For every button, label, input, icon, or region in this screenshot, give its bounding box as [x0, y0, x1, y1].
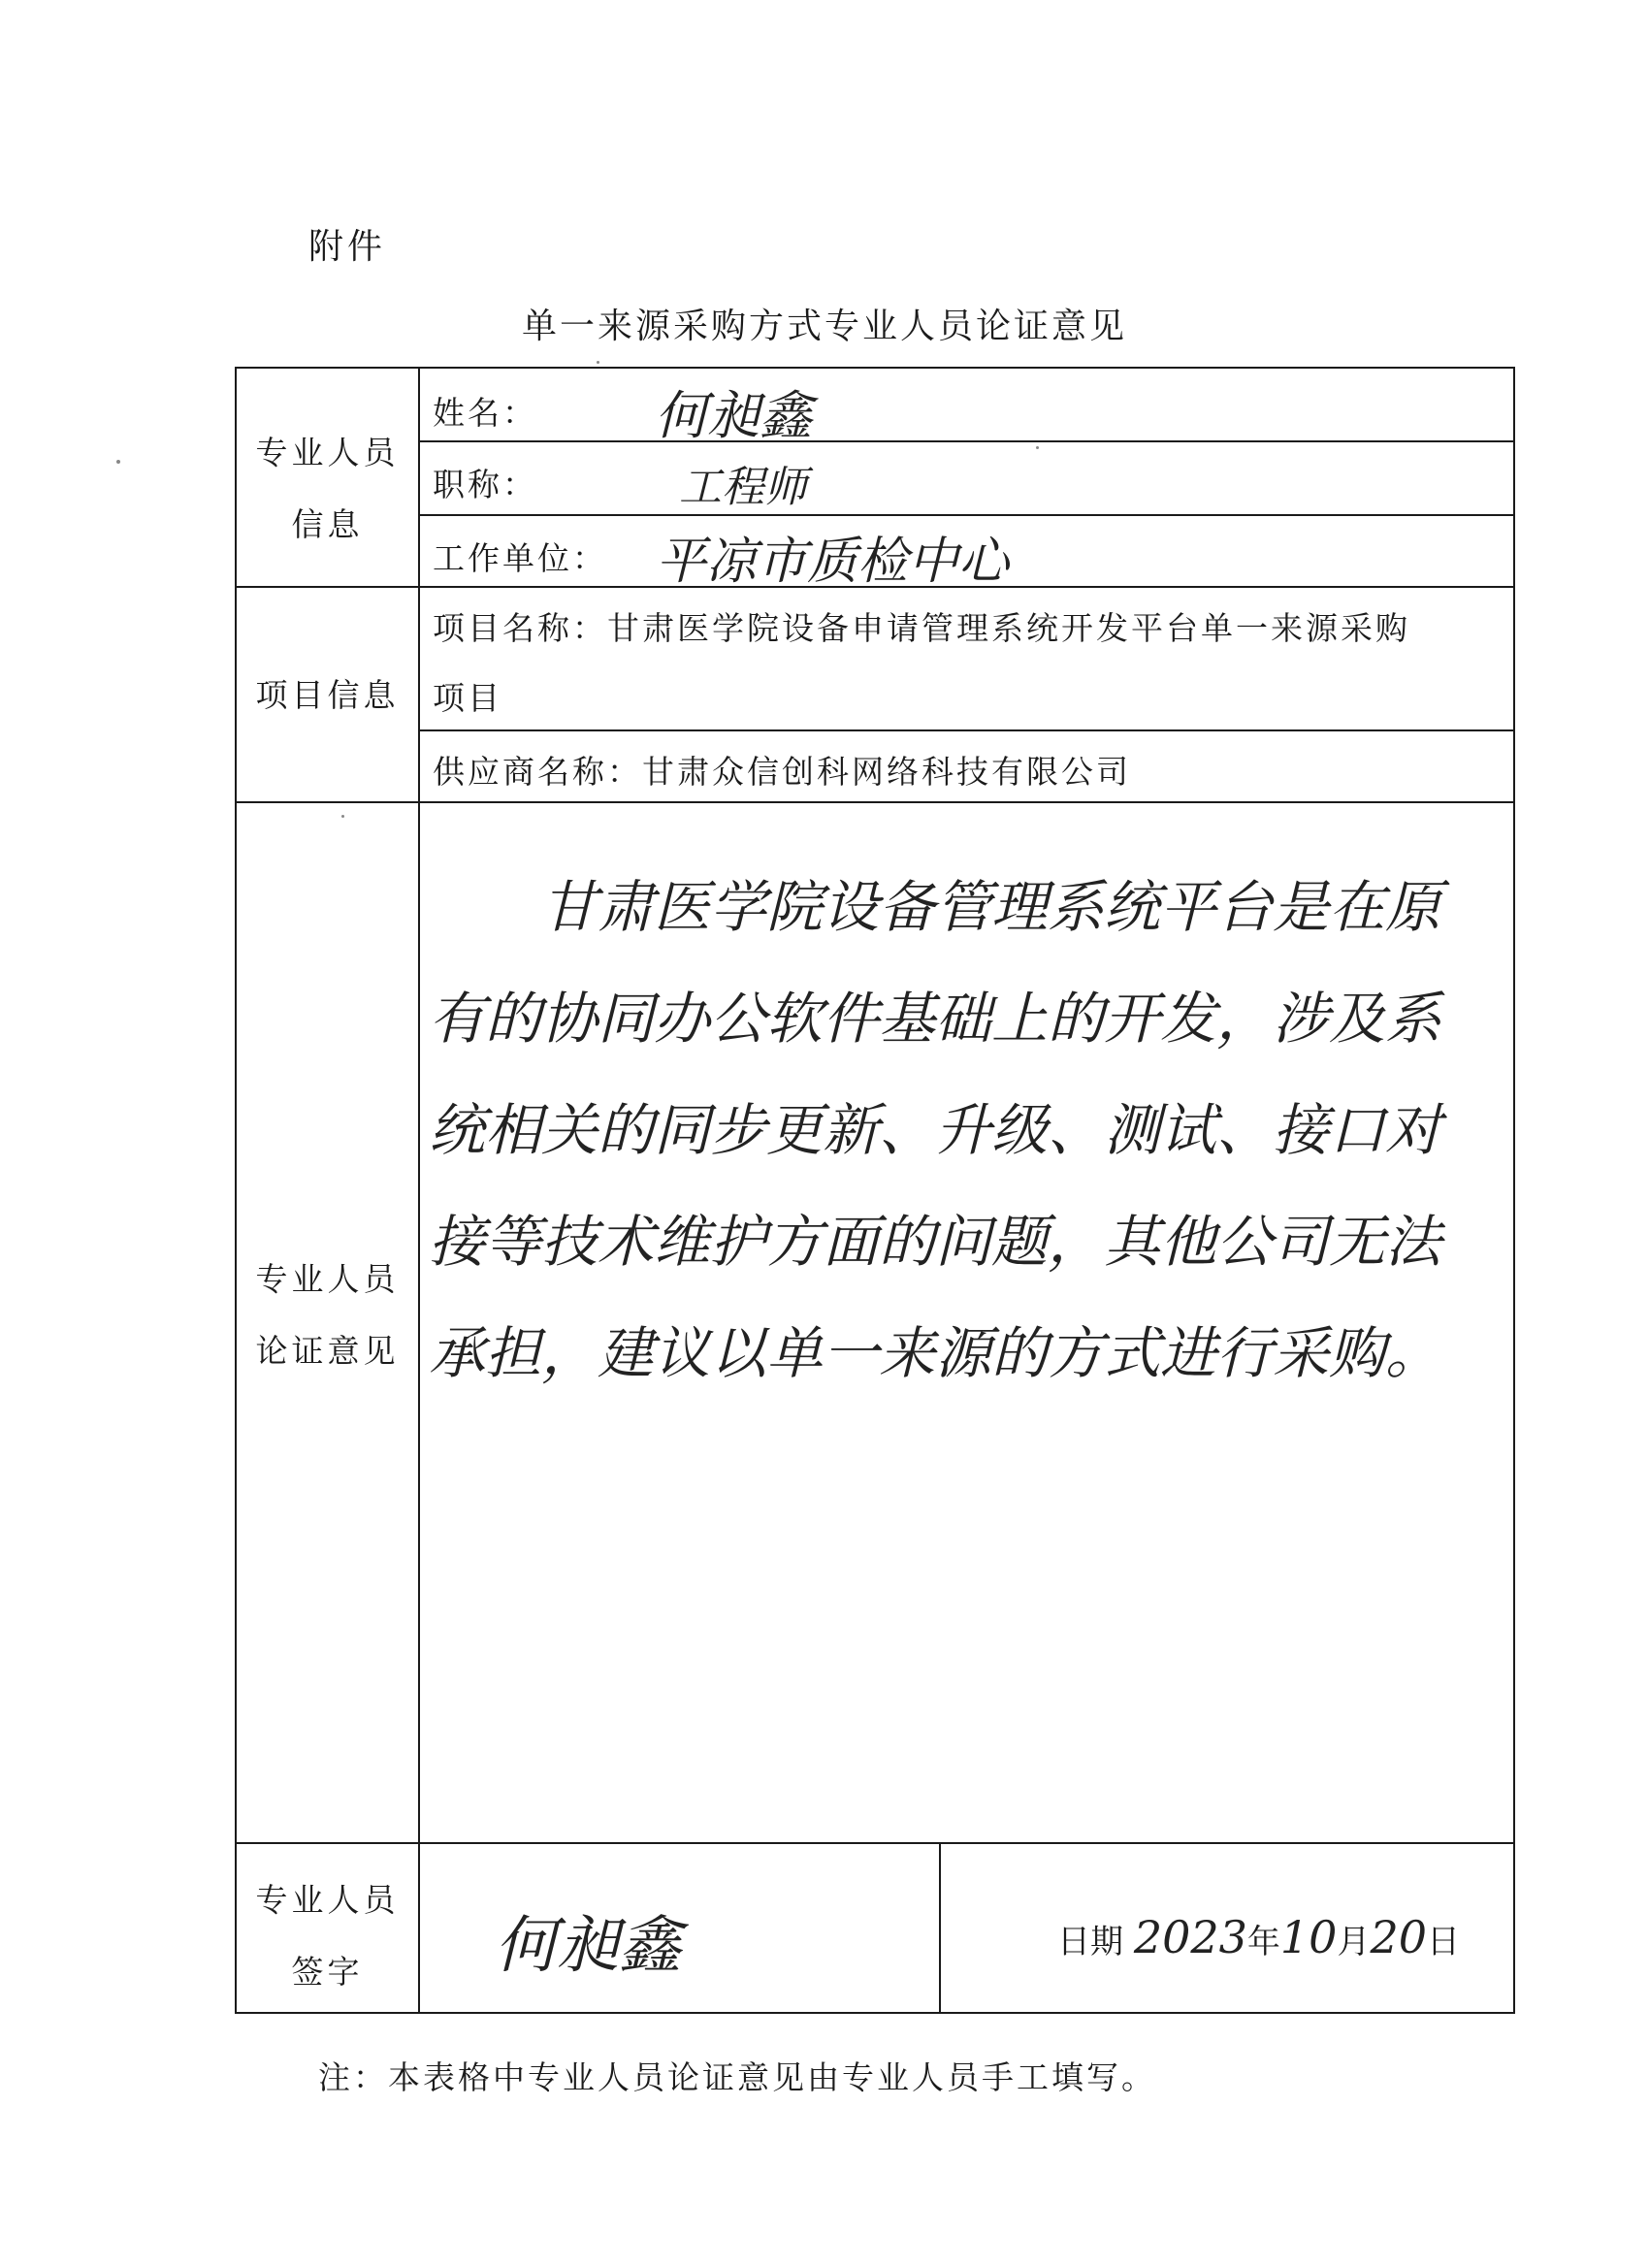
- name-label: 姓名：: [433, 394, 537, 432]
- date-day: 20: [1370, 1911, 1427, 1963]
- label-column-divider: [418, 367, 420, 2014]
- employer-label: 工作单位：: [433, 539, 607, 577]
- scan-speck: [1036, 446, 1039, 449]
- date-label: 日期: [1057, 1923, 1123, 1961]
- document-title: 单一来源采购方式专业人员论证意见: [521, 307, 1127, 346]
- signature-date: [1057, 1911, 1460, 1963]
- section-divider-opinion: [235, 801, 1515, 803]
- title-value: 工程师: [679, 463, 807, 512]
- handwritten-opinion: [429, 852, 1496, 1409]
- name-value: 何昶鑫: [655, 385, 812, 446]
- date-column-divider: [939, 1842, 941, 2014]
- row-divider-supplier: [418, 729, 1515, 731]
- scan-speck: [341, 815, 344, 818]
- signature-text: 何昶鑫: [495, 1910, 681, 1982]
- project-info-label: 项目信息: [255, 676, 400, 714]
- signature-label: 专业人员 签字: [255, 1881, 400, 1991]
- opinion-text: 甘肃医学院设备管理系统平台是在原有的协同办公软件基础上的开发，涉及系统相关的同步更新、升级、测试、接口对接等技术维护方面的问题，其他公司无法承担，建议以单一来源的方式进行采购。: [429, 874, 1442, 1386]
- day-char: 日: [1426, 1923, 1460, 1961]
- project-name-line1: 项目名称：甘肃医学院设备申请管理系统开发平台单一来源采购: [433, 609, 1410, 647]
- expert-info-label: 专业人员 信息: [255, 434, 400, 543]
- employer-value: 平凉市质检中心: [656, 533, 1010, 591]
- scan-speck: [597, 361, 599, 364]
- year-char: 年: [1246, 1923, 1280, 1961]
- section-divider-signature: [235, 1842, 1515, 1844]
- scan-speck: [116, 460, 120, 464]
- title-label: 职称：: [433, 466, 537, 503]
- project-name-line2: 项目: [433, 679, 502, 717]
- supplier-name: 供应商名称：甘肃众信创科网络科技有限公司: [433, 753, 1131, 791]
- footer-note: 注：本表格中专业人员论证意见由专业人员手工填写。: [318, 2058, 1156, 2096]
- row-divider-name: [418, 440, 1515, 442]
- date-month: 10: [1279, 1911, 1338, 1963]
- date-year: 2023: [1133, 1911, 1247, 1963]
- row-divider-title: [418, 514, 1515, 516]
- month-char: 月: [1337, 1923, 1371, 1961]
- opinion-label: 专业人员 论证意见: [255, 1260, 400, 1370]
- attachment-label: 附件: [308, 227, 387, 267]
